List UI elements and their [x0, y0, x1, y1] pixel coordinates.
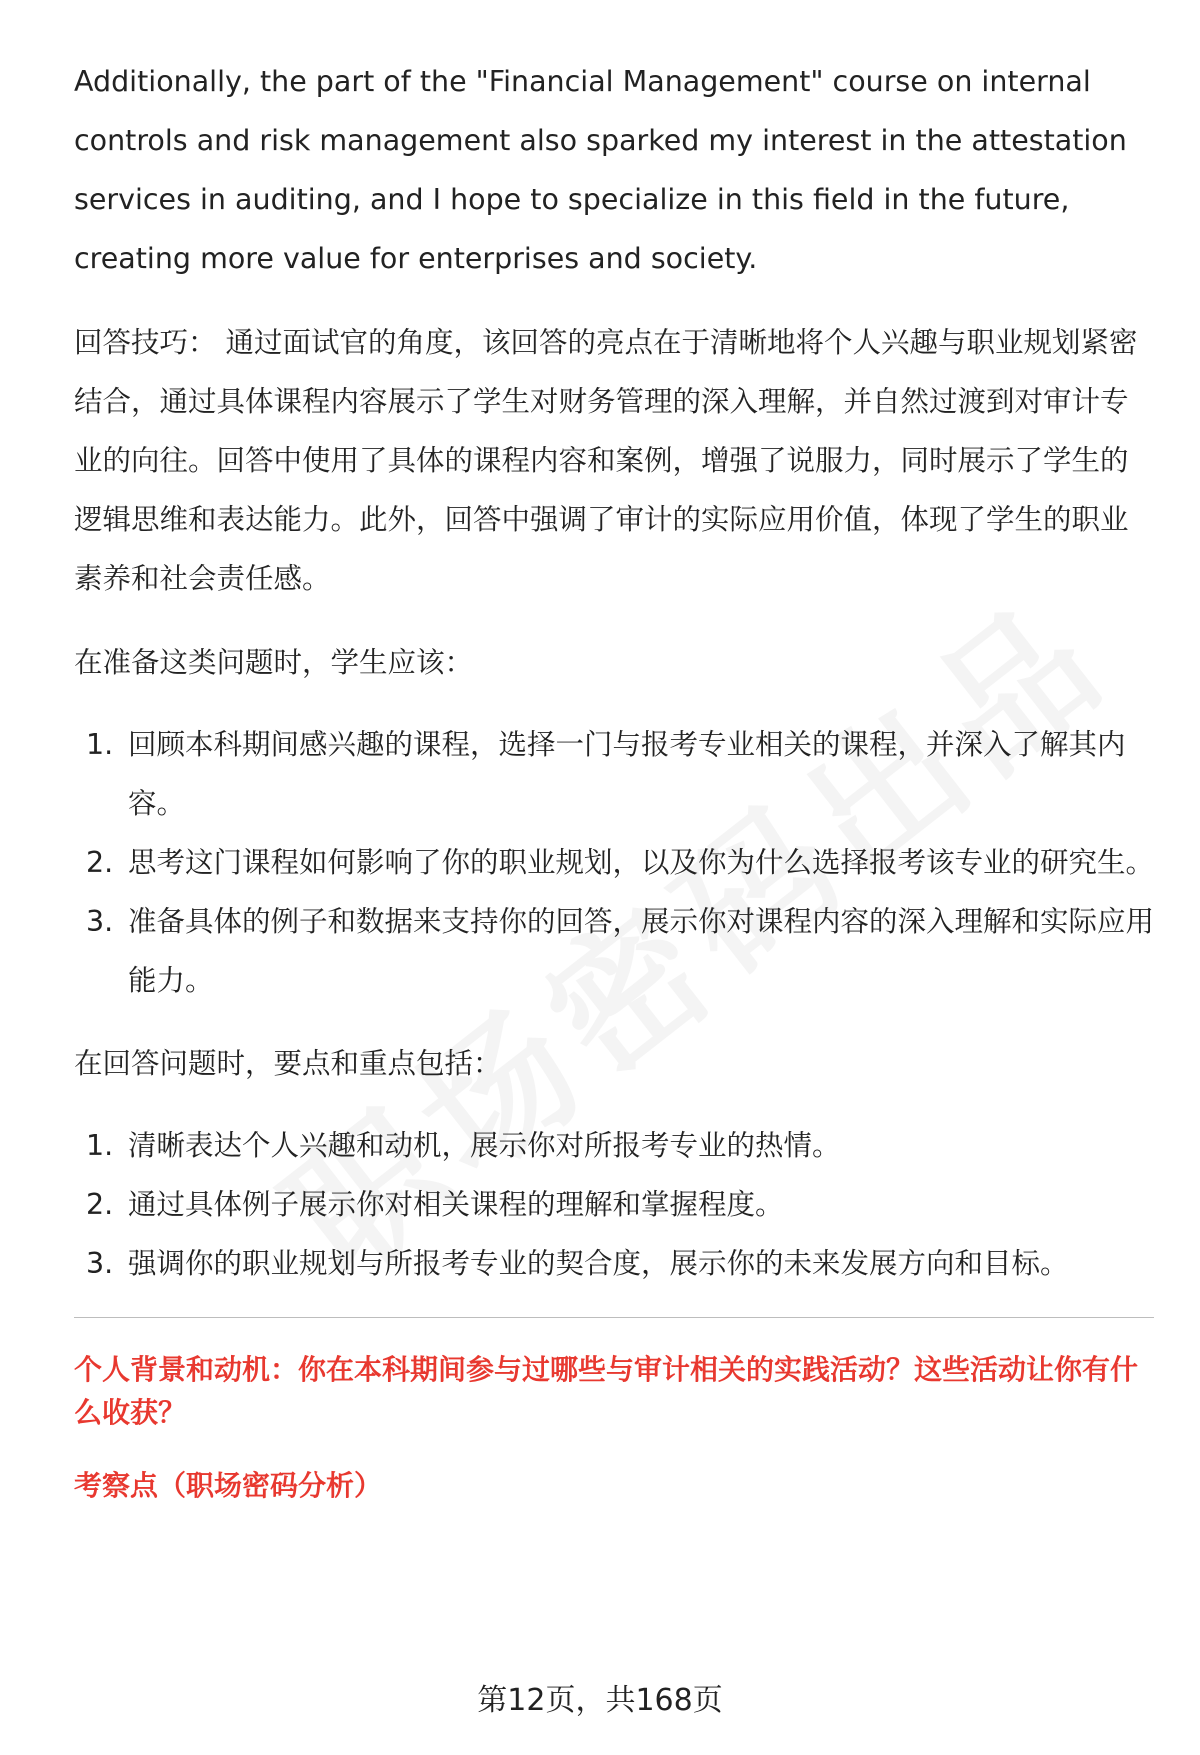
- next-question-heading: 个人背景和动机：你在本科期间参与过哪些与审计相关的实践活动？这些活动让你有什么收获？: [74, 1353, 1139, 1429]
- list-item-text: 清晰表达个人兴趣和动机，展示你对所报考专业的热情。: [128, 1129, 841, 1162]
- list-item-number: 1.: [86, 1129, 114, 1162]
- list-item: [74, 1116, 1154, 1175]
- list-item-text: 强调你的职业规划与所报考专业的契合度，展示你的未来发展方向和目标。: [128, 1247, 1069, 1280]
- list-item-text: 思考这门课程如何影响了你的职业规划，以及你为什么选择报考该专业的研究生。: [128, 846, 1155, 879]
- list-item-text: 通过具体例子展示你对相关课程的理解和掌握程度。: [128, 1188, 784, 1221]
- list-item: [74, 1175, 1154, 1234]
- list-item: [74, 892, 1154, 1010]
- document-page: [74, 52, 1154, 1507]
- answer-tips-paragraph: 回答技巧： 通过面试官的角度，该回答的亮点在于清晰地将个人兴趣与职业规划紧密结合，通过具体课程内容展示了学生对财务管理的深入理解，并自然过渡到对审计专业的向往。回答中使用了具体的课程内容和案例，增强了说服力，同时展示了学生的逻辑思维和表达能力。此外，回答中强调了审计的实际应用价值，体现了学生的职业素养和社会责任感。: [74, 326, 1138, 595]
- preparation-intro: 在准备这类问题时，学生应该：: [74, 646, 474, 679]
- answer-points-list: [74, 1116, 1154, 1293]
- list-item: [74, 1234, 1154, 1293]
- list-item-text: 回顾本科期间感兴趣的课程，选择一门与报考专业相关的课程，并深入了解其内容。: [128, 728, 1126, 820]
- page-number-footer: 第12页，共168页: [477, 1683, 723, 1718]
- preparation-list: [74, 715, 1154, 1010]
- list-item-text: 准备具体的例子和数据来支持你的回答，展示你对课程内容的深入理解和实际应用能力。: [128, 905, 1155, 997]
- list-item: [74, 833, 1154, 892]
- list-item-number: 2.: [86, 1188, 114, 1221]
- list-item-number: 3.: [86, 1247, 114, 1280]
- list-item-number: 3.: [86, 905, 114, 938]
- list-item-number: 2.: [86, 846, 114, 879]
- english-paragraph: Additionally, the part of the "Financial Management" course on internal controls and risk management also sparked my interest in the attestation services in auditing, and I hope to specialize in this field in the future, creating more value for enterprises and society.: [74, 65, 1127, 275]
- list-item-number: 1.: [86, 728, 114, 761]
- list-item: [74, 715, 1154, 833]
- focus-heading: 考察点（职场密码分析）: [74, 1469, 383, 1502]
- section-divider: [74, 1317, 1154, 1318]
- answer-points-intro: 在回答问题时，要点和重点包括：: [74, 1047, 502, 1080]
